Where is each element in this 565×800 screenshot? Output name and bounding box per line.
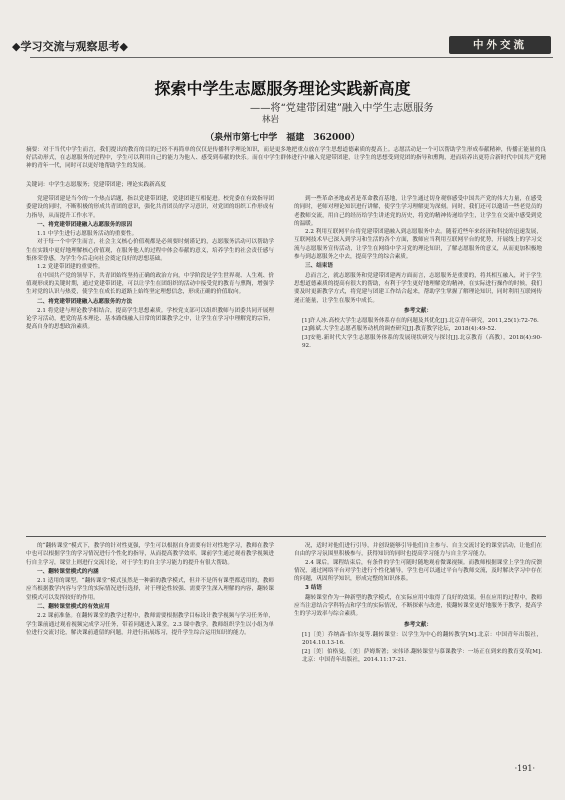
- paragraph: 翻转课堂作为一种新型的教学模式，在实际应用中取得了良好的效果。但在应用的过程中，教师应当注意结合学科特点和学生的实际情况，不断探索与改进，使翻转课堂更好地服务于教学，提高学生的学习效率与综合素质。: [294, 594, 542, 618]
- paragraph: 1.2 党建带团建的重要性。: [37, 264, 104, 271]
- paragraph: 对于每一个中学生而言，社会主义核心价值观都是必须要时刻谨记的，志愿服务活动可以帮助学生在实践中更好地理解核心价值观，在服务他人的过程中体会奉献的意义，培养学生的社会责任感与集体荣誉感，为学生今后走向社会奠定良好的思想基础。: [26, 239, 274, 263]
- references-title: 参考文献：: [404, 307, 432, 314]
- section-heading: 3 结语: [305, 585, 323, 592]
- paragraph: 2.2 课前准备。在翻转课堂的教学过程中，教师需要根据教学目标设计教学视频与学习任务单，学生课前通过观看视频完成学习任务，带着问题进入课堂。2.3 课中教学。教师组织学生以小组为单位进行交流讨论，解决课前遗留的问题，并进行拓展练习，提升学生综合运用知识的能力。: [26, 613, 274, 636]
- page-number: ·191·: [514, 764, 535, 773]
- reference-item: [2]陈斌.大学生志愿者服务动机的调查研究[J].教育教学论坛，2018(4):49-52.: [302, 326, 497, 333]
- paragraph: 在中国共产党的领导下，共青团始终坚持正确的政治方向，中学阶段是学生世界观、人生观、价值观形成的关键时期，通过党建带团建，可以让学生在团组织的活动中接受党的教育与熏陶，增强学生对党的认识与热爱，使学生在成长的道路上始终坚定理想信念，形成正确的价值取向。: [26, 272, 274, 296]
- section-heading: 二、翻转课堂模式的有效应用: [37, 604, 110, 611]
- lower-right-column: [294, 542, 542, 757]
- upper-right-column: [294, 195, 542, 531]
- paragraph: 2.2 利用互联网平台将党建带团建融入到志愿服务中去。随着近些年来经济和科技的迅速发展，互联网技术早已深入到学习和生活的各个方面，教师应当利用互联网平台的优势，开展线上的学习交流与志愿服务宣传活动，让学生在网络中学习党的理论知识，了解志愿服务的意义，从而更加积极地参与到志愿服务之中去，提高学生的综合素质。: [294, 229, 542, 261]
- section-heading: 一、将党建带团建融入志愿服务的原因: [37, 221, 133, 228]
- keywords-text: 关键词：中学生志愿服务；党建带团建；理论实践新高度: [26, 182, 166, 188]
- header-rule: [30, 57, 553, 58]
- paragraph: 况，适时对他们进行引导，并创设能够引导他们自主参与、自主交流讨论的课堂活动，让他们在自由的学习氛围里积极参与，获得知识的同时也提高学习能力与自主学习能力。: [294, 543, 542, 558]
- article-divider: [26, 536, 546, 537]
- section-heading: 二、将党建带团建融入志愿服务的方法: [37, 298, 133, 305]
- journal-brand-label: 中外交流: [449, 36, 551, 54]
- article-author: 林岩: [262, 115, 280, 125]
- abstract: [26, 146, 546, 171]
- running-header: ◆学习交流与观察思考◆: [12, 40, 128, 53]
- author-affiliation: （泉州市第七中学 福建 362000）: [205, 133, 360, 143]
- keywords: [26, 181, 546, 189]
- references-title: 参考文献：: [404, 621, 432, 628]
- article-subtitle: ——将“党建带团建”融入中学生志愿服务: [250, 103, 434, 114]
- upper-left-column: [26, 195, 274, 531]
- paragraph: 1.1 中学生进行志愿服务活动的重要性。: [37, 231, 138, 238]
- lower-left-column: [26, 542, 274, 757]
- reference-item: [2]〔美〕伯格曼，〔美〕萨姆斯著；宋伟译.翻转课堂与慕课教学：一场正在到来的教育变革[M].北京：中国青年出版社，2014.11:17-21.: [302, 648, 542, 663]
- abstract-text: 摘要：对于当代中学生而言，我们提出的教育的目的已经不再简单的仅仅是传播科学理论知识，而是更多地把重点放在学生思想道德素质的提高上。志愿活动是一个可以帮助学生形成奉献精神，传播正能量的良好活动形式，在志愿服务的过程中，学生可以利用自己的能力为他人、感受到奉献的快乐。而在中学生群体进行中融入党建带团建，让学生的思想受到党团的指导和熏陶，进而培养出更符合新时代中国共产党精神的青年一代，同时可以更好地帮助学生的发展。: [26, 147, 546, 170]
- reference-item: [1]〔美〕乔纳森·伯尔曼等.翻转课堂：以学生为中心的翻转教学[M].北京：中国青年出版社，2014.10.13-16.: [302, 631, 542, 647]
- section-heading: 一、翻转课堂模式的内涵: [37, 568, 99, 575]
- paragraph: 2.1 将党建与理论教学相结合，提高学生思想素质。学校党支部可以组织教师与团委共同开展理论学习活动，把党的基本理论、基本路线融入日常的团课教学之中，让学生在学习中理解党的宗旨，提高自身的思想政治素质。: [26, 307, 274, 331]
- paragraph: 党建带团建是当今的一个热点话题，指以党建带团建，党建团建互相促进。校党委在有效指导团委建设的同时，不断积极的形成共青团的意识，强化共青团员的学习意识，对党团的组织工作形成有力指导，从而提升工作水平。: [26, 196, 274, 219]
- article-title: 探索中学生志愿服务理论实践新高度: [154, 79, 411, 98]
- reference-item: [3]安艳.新时代大学生志愿服务体系的发展现状研究与探讨[J].北京教育（高教），2018(4):90-92.: [302, 334, 542, 350]
- paragraph: 的“翻转课堂”模式下，教学的针对性更强，学生可以根据自身需要有针对性地学习，教师在教学中也可以根据学生的学习情况进行个性化的指导，从而提高教学效率。课前学生通过观看教学视频进行自主学习，课堂上则进行交流讨论，对于学生的自主学习能力的提升有很大帮助。: [26, 543, 274, 566]
- paragraph: 2.4 课后。课程结束后，有条件的学生可随时随地观看微课视频。而教师根据课堂上学生的反馈情况，通过网络平台对学生进行个性化辅导，学生也可以通过平台与教师交流，及时解决学习中存在的问题，巩固所学知识，形成完整的知识体系。: [294, 559, 542, 583]
- section-heading: 三、结束语: [305, 263, 333, 270]
- paragraph: 2.1 适用的课型。“翻转课堂”模式虽然是一种新的教学模式，但并不是所有课型都适用的，教师应当根据教学内容与学生的实际情况进行选择，对于理论性较强、需要学生深入理解的内容，翻转课堂模式可以发挥较好的作用。: [26, 578, 274, 601]
- paragraph: 总而言之，就志愿服务和党建带团建两方面而言，志愿服务是重要的，将其相互融入，对于学生思想道德素质的提高有很大的帮助，有利于学生更好地理解党的精神，在实际进行操作的时候，我们要及时更新教学方式，将党建与团建工作结合起来，帮助学生掌握了解理论知识，同时利用互联网传递正能量，让学生在服务中成长。: [294, 272, 542, 304]
- paragraph: 到一些革命圣地或者是革命教育基地，让学生通过切身观察感受中国共产党的伟大力量，在感受的同时，老师对理论知识进行讲解，使学生学习理解更为深刻。同时，我们还可以邀请一些老党员的老教师交流，用自己的经历给学生讲述党的历史，将党的精神传递给学生，让学生在交流中感受到党的温暖。: [294, 196, 542, 227]
- reference-item: [1]许人冰.高校大学生志愿服务体系存在的问题及其优化[J].北京青年研究，2011,25(1):72-76.: [302, 318, 539, 325]
